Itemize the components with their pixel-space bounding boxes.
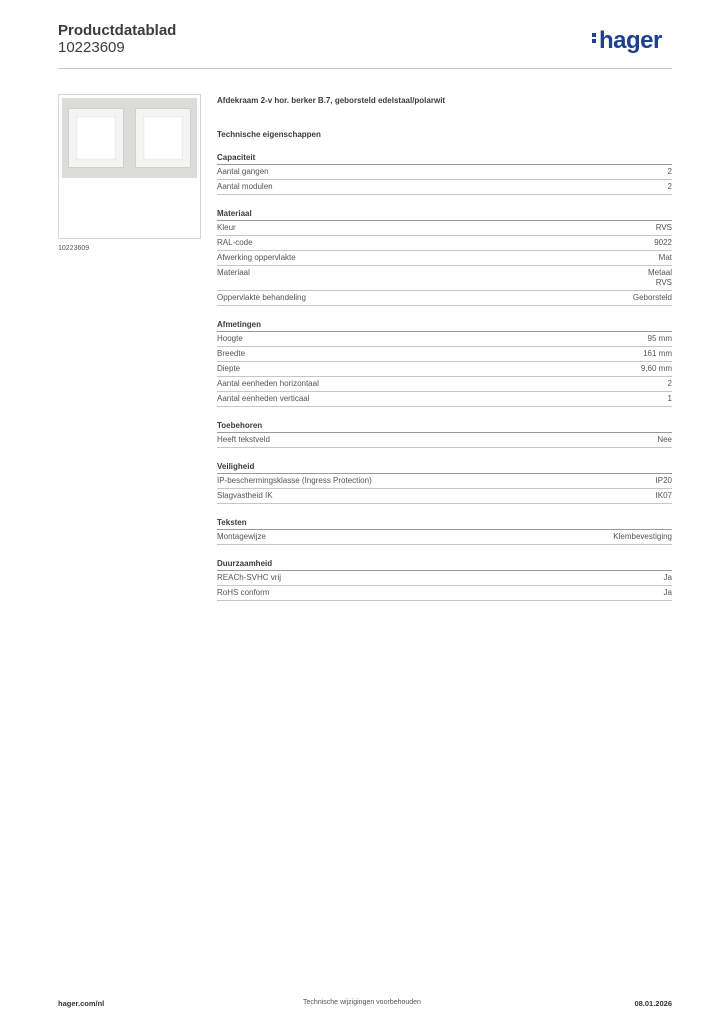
spec-value: [656, 491, 672, 501]
spec-row: [217, 266, 672, 291]
spec-row: [217, 530, 672, 545]
spec-section: [217, 559, 672, 601]
page-title: Productdatablad: [58, 22, 177, 39]
footer-disclaimer: Technische wijzigingen voorbehouden: [303, 999, 421, 1006]
logo-text: hager: [599, 27, 662, 54]
spec-row: [217, 377, 672, 392]
spec-value-line: 161 mm: [643, 349, 672, 358]
spec-value-line: 1: [667, 394, 672, 403]
header-divider: [58, 68, 672, 69]
spec-row: [217, 433, 672, 448]
spec-label: Montagewijze: [217, 532, 266, 541]
spec-value-line: Geborsteld: [632, 293, 672, 302]
section-title: Toebehoren: [217, 421, 672, 433]
spec-row: [217, 236, 672, 251]
spec-value: [656, 476, 672, 486]
spec-row: [217, 180, 672, 195]
spec-label: Diepte: [217, 364, 241, 373]
spec-row: [217, 291, 672, 306]
spec-value-line: 2: [667, 167, 672, 176]
spec-value-line: IK07: [655, 491, 672, 500]
spec-row: [217, 332, 672, 347]
spec-row: [217, 347, 672, 362]
spec-label: Aantal eenheden verticaal: [217, 394, 310, 403]
cover-frame-plate: [62, 98, 197, 178]
spec-value: [664, 588, 672, 598]
spec-section: [217, 462, 672, 504]
spec-section: [217, 153, 672, 195]
spec-value-line: Nee: [657, 435, 672, 444]
spec-value: [633, 293, 672, 303]
spec-value: [657, 435, 672, 445]
spec-value-line: Ja: [663, 588, 672, 597]
spec-row: [217, 251, 672, 266]
footer-website-link[interactable]: hager.com/nl: [58, 999, 105, 1008]
spec-section: [217, 421, 672, 448]
spec-value: [664, 573, 672, 583]
logo-dots-icon: [592, 31, 598, 45]
section-title: Veiligheid: [217, 462, 672, 474]
spec-row: [217, 392, 672, 407]
section-title: Teksten: [217, 518, 672, 530]
spec-label: REACh-SVHC vrij: [217, 573, 282, 582]
spec-value-line: 9022: [654, 238, 672, 247]
spec-row: [217, 489, 672, 504]
spec-value-line: Metaal: [647, 268, 672, 277]
section-title: Materiaal: [217, 209, 672, 221]
spec-row: [217, 221, 672, 236]
spec-label: Heeft tekstveld: [217, 435, 270, 444]
technical-properties-title: Technische eigenschappen: [217, 130, 321, 139]
spec-row: [217, 165, 672, 180]
spec-row: [217, 474, 672, 489]
spec-value-line: IP20: [655, 476, 672, 485]
spec-value: [668, 167, 672, 177]
hager-logo[interactable]: [592, 27, 662, 55]
spec-value-line: RVS: [655, 278, 672, 287]
spec-value-line: 2: [667, 379, 672, 388]
section-title: Duurzaamheid: [217, 559, 672, 571]
spec-value-line: Klembevestiging: [613, 532, 672, 541]
spec-value: [654, 238, 672, 248]
spec-section: [217, 518, 672, 545]
spec-label: Kleur: [217, 223, 236, 232]
spec-section: [217, 320, 672, 407]
section-title: Afmetingen: [217, 320, 672, 332]
spec-value: [659, 253, 672, 263]
spec-label: Afwerking oppervlakte: [217, 253, 296, 262]
footer-date: 08.01.2026: [634, 999, 672, 1008]
spec-sections: [217, 153, 672, 601]
spec-value-line: Mat: [658, 253, 672, 262]
product-image: [58, 94, 201, 239]
spec-label: RAL-code: [217, 238, 253, 247]
spec-label: Aantal gangen: [217, 167, 269, 176]
spec-label: Aantal eenheden horizontaal: [217, 379, 319, 388]
section-title: Capaciteit: [217, 153, 672, 165]
spec-value-line: 2: [667, 182, 672, 191]
frame-insert-right: [135, 108, 191, 168]
spec-value: [648, 334, 672, 344]
spec-content: [217, 96, 672, 601]
spec-row: [217, 362, 672, 377]
image-caption: 10223609: [58, 245, 90, 252]
spec-label: Oppervlakte behandeling: [217, 293, 306, 302]
spec-value: [648, 268, 672, 288]
spec-value-line: 95 mm: [647, 334, 672, 343]
product-number: 10223609: [58, 39, 125, 56]
spec-row: [217, 586, 672, 601]
product-description: Afdekraam 2-v hor. berker B.7, geborsteld edelstaal/polarwit: [217, 96, 446, 105]
frame-insert-left: [68, 108, 124, 168]
spec-value: [668, 394, 672, 404]
spec-value: [643, 349, 672, 359]
spec-value: [641, 364, 672, 374]
spec-label: Aantal modulen: [217, 182, 273, 191]
spec-value-line: RVS: [655, 223, 672, 232]
spec-value: [656, 223, 672, 233]
spec-label: Materiaal: [217, 268, 250, 277]
spec-value: [668, 182, 672, 192]
spec-value-line: 9,60 mm: [640, 364, 672, 373]
spec-value-line: Ja: [663, 573, 672, 582]
spec-label: Hoogte: [217, 334, 243, 343]
spec-label: Slagvastheid IK: [217, 491, 273, 500]
spec-row: [217, 571, 672, 586]
spec-value: [613, 532, 672, 542]
spec-label: Breedte: [217, 349, 246, 358]
spec-label: RoHS conform: [217, 588, 270, 597]
spec-label: IP-beschermingsklasse (Ingress Protection): [217, 476, 372, 485]
spec-section: [217, 209, 672, 306]
spec-value: [668, 379, 672, 389]
